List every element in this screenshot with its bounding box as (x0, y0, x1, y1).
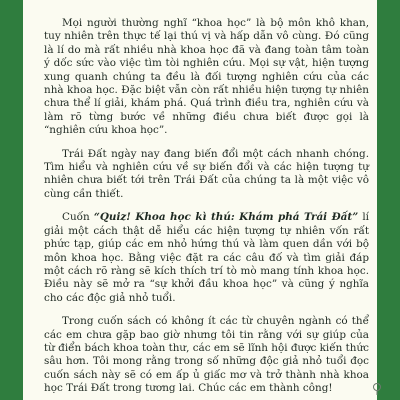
paragraph-1: Mọi người thường nghĩ “khoa học” là bộ môn khô khan, tuy nhiên trên thực tế lại thú vị và hấp dẫn vô cùng. Đó cũng là lí do mà rất nhiều nhà khoa học đã và đang toàn tâm toàn ý dốc sức vào việc tìm tòi nghiên cứu. Mọi sự vật, hiện tượng xung quanh chúng ta đều là đối tượng nghiên cứu của các nhà khoa học. Đặc biệt vẫn còn rất nhiều hiện tượng tự nhiên chưa thể lí giải, khám phá. Quá trình điều tra, nghiên cứu và làm rõ từng bước về những điều chưa biết được gọi là “nghiên cứu khoa học”. (44, 17, 369, 137)
paragraph-4: Trong cuốn sách có không ít các từ chuyên ngành có thể các em chưa gặp bao giờ nhưng tôi tin rằng với sự giúp của từ điển bách khoa toàn thư, các em sẽ lĩnh hội được kiến thức sâu hơn. Tôi mong rằng trong số những độc giả nhỏ tuổi đọc cuốn sách này sẽ có em ấp ủ giấc mơ và trở thành nhà khoa học Trái Đất trong tương lai. Chúc các em thành công! (44, 315, 369, 395)
paragraph-3-rest: lí giải một cách thật dễ hiểu các hiện tượng tự nhiên vốn rất phức tạp, giúp các em nhỏ hứng thú và làm quen dần với bộ môn khoa học. Bằng việc đặt ra các câu đố và tìm giải đáp một cách rõ ràng sẽ kích thích trí tò mò mang tính khoa học. Điều này sẽ mở ra “sự khởi đầu khoa học” và cũng ý nghĩa cho các độc giả nhỏ tuổi. (44, 211, 370, 304)
book-title: “Quiz! Khoa học kì thú: Khám phá Trái Đất” (93, 211, 359, 224)
page-ornament-icon (372, 382, 382, 396)
paragraph-3 (44, 211, 369, 305)
paragraph-3-lead: Cuốn (62, 211, 94, 224)
preface-body (44, 17, 369, 396)
paragraph-2: Trái Đất ngày nay đang biến đổi một cách nhanh chóng. Tìm hiểu và nghiên cứu về sự biến đổi và các hiện tượng tự nhiên chưa biết tới trên Trái Đất của chúng ta là một việc vô cùng cần thiết. (44, 147, 369, 200)
